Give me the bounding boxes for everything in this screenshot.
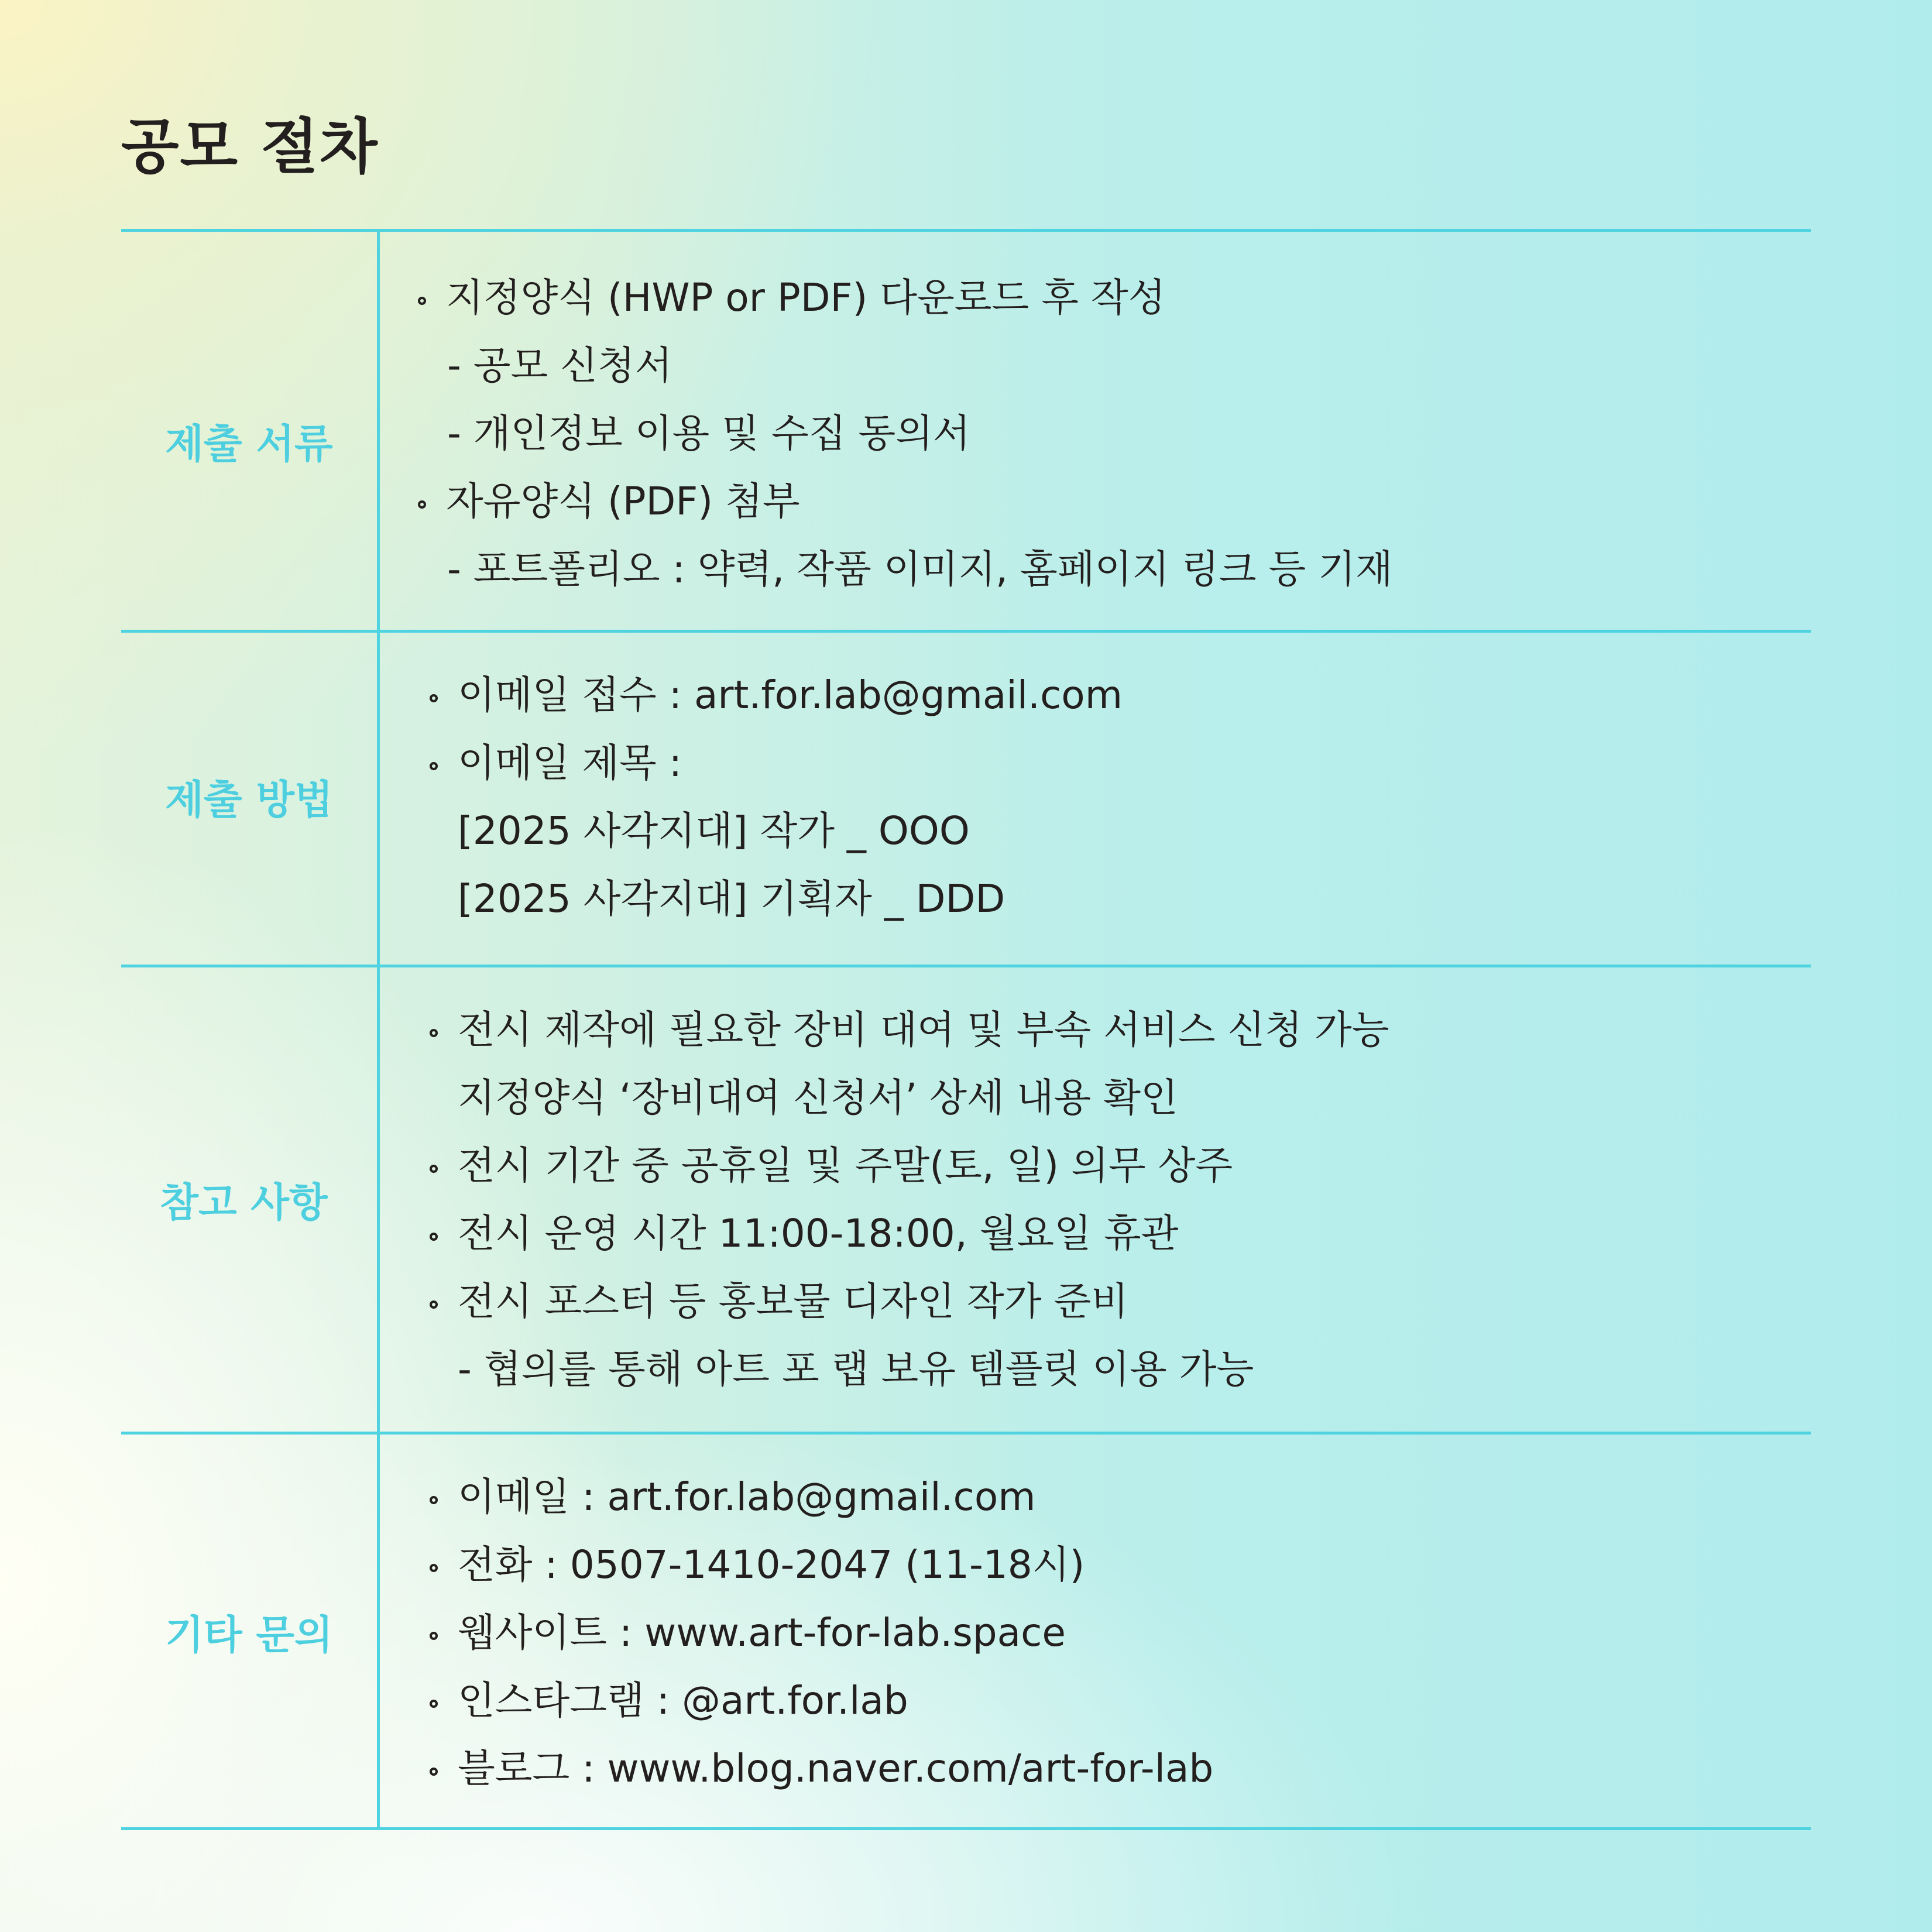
- list-item: 전화 : 0507-1410-2047 (11-18시): [430, 1531, 1776, 1599]
- list-item: 이메일 접수 : art.for.lab@gmail.com: [430, 661, 1776, 729]
- list-item: 지정양식 (HWP or PDF) 다운로드 후 작성: [418, 264, 1764, 332]
- table-row-divider: [121, 630, 1811, 633]
- circle-bullet-icon: [418, 297, 426, 305]
- list-item: 블로그 : www.blog.naver.com/art-for-lab: [430, 1735, 1776, 1803]
- circle-bullet-icon: [430, 1632, 438, 1640]
- row-content-notes: [430, 996, 1776, 1403]
- row-label-notes: 참고 사항: [160, 1180, 328, 1226]
- list-item: 이메일 : art.for.lab@gmail.com: [430, 1463, 1776, 1531]
- page-title: 공모 절차: [121, 112, 379, 182]
- circle-bullet-icon: [430, 1700, 438, 1708]
- list-continuation: [2025 사각지대] 작가 _ OOO: [458, 808, 970, 853]
- row-label-submission-method: 제출 방법: [165, 777, 333, 823]
- table-row-divider: [121, 1432, 1811, 1435]
- table-column-divider: [377, 230, 380, 1830]
- circle-bullet-icon: [430, 1300, 438, 1309]
- row-content-other-inquiries: [430, 1463, 1776, 1803]
- list-subitem: - 개인정보 이용 및 수집 동의서: [447, 411, 970, 456]
- row-content-submission-method: [430, 661, 1776, 933]
- list-item: 전시 제작에 필요한 장비 대여 및 부속 서비스 신청 가능: [430, 996, 1776, 1064]
- circle-bullet-icon: [430, 1496, 438, 1504]
- list-item: 웹사이트 : www.art-for-lab.space: [430, 1599, 1776, 1667]
- table-row-divider: [121, 965, 1811, 967]
- row-label-submission-documents: 제출 서류: [165, 421, 333, 468]
- list-item: 전시 운영 시간 11:00-18:00, 월요일 휴관: [430, 1200, 1776, 1268]
- circle-bullet-icon: [418, 500, 426, 509]
- list-subitem: - 공모 신청서: [447, 343, 672, 388]
- table-bottom-rule: [121, 1827, 1811, 1830]
- list-continuation: [2025 사각지대] 기획자 _ DDD: [458, 876, 1006, 921]
- list-item: 이메일 제목 :: [430, 729, 1776, 797]
- row-label-other-inquiries: 기타 문의: [165, 1612, 333, 1659]
- circle-bullet-icon: [430, 1165, 438, 1173]
- list-item: 인스타그램 : @art.for.lab: [430, 1667, 1776, 1735]
- list-continuation: 지정양식 ‘장비대여 신청서’ 상세 내용 확인: [458, 1075, 1178, 1120]
- list-item: 자유양식 (PDF) 첨부: [418, 468, 1764, 536]
- circle-bullet-icon: [430, 694, 438, 702]
- list-item: 전시 기간 중 공휴일 및 주말(토, 일) 의무 상주: [430, 1132, 1776, 1200]
- table-top-rule: [121, 229, 1811, 232]
- list-item: 전시 포스터 등 홍보물 디자인 작가 준비: [430, 1268, 1776, 1336]
- row-content-submission-documents: [418, 264, 1764, 603]
- circle-bullet-icon: [430, 1029, 438, 1037]
- circle-bullet-icon: [430, 762, 438, 770]
- list-subitem: - 포트폴리오 : 약력, 작품 이미지, 홈페이지 링크 등 기재: [447, 547, 1393, 592]
- circle-bullet-icon: [430, 1233, 438, 1241]
- list-continuation: - 협의를 통해 아트 포 랩 보유 템플릿 이용 가능: [458, 1347, 1254, 1392]
- circle-bullet-icon: [430, 1564, 438, 1572]
- circle-bullet-icon: [430, 1768, 438, 1776]
